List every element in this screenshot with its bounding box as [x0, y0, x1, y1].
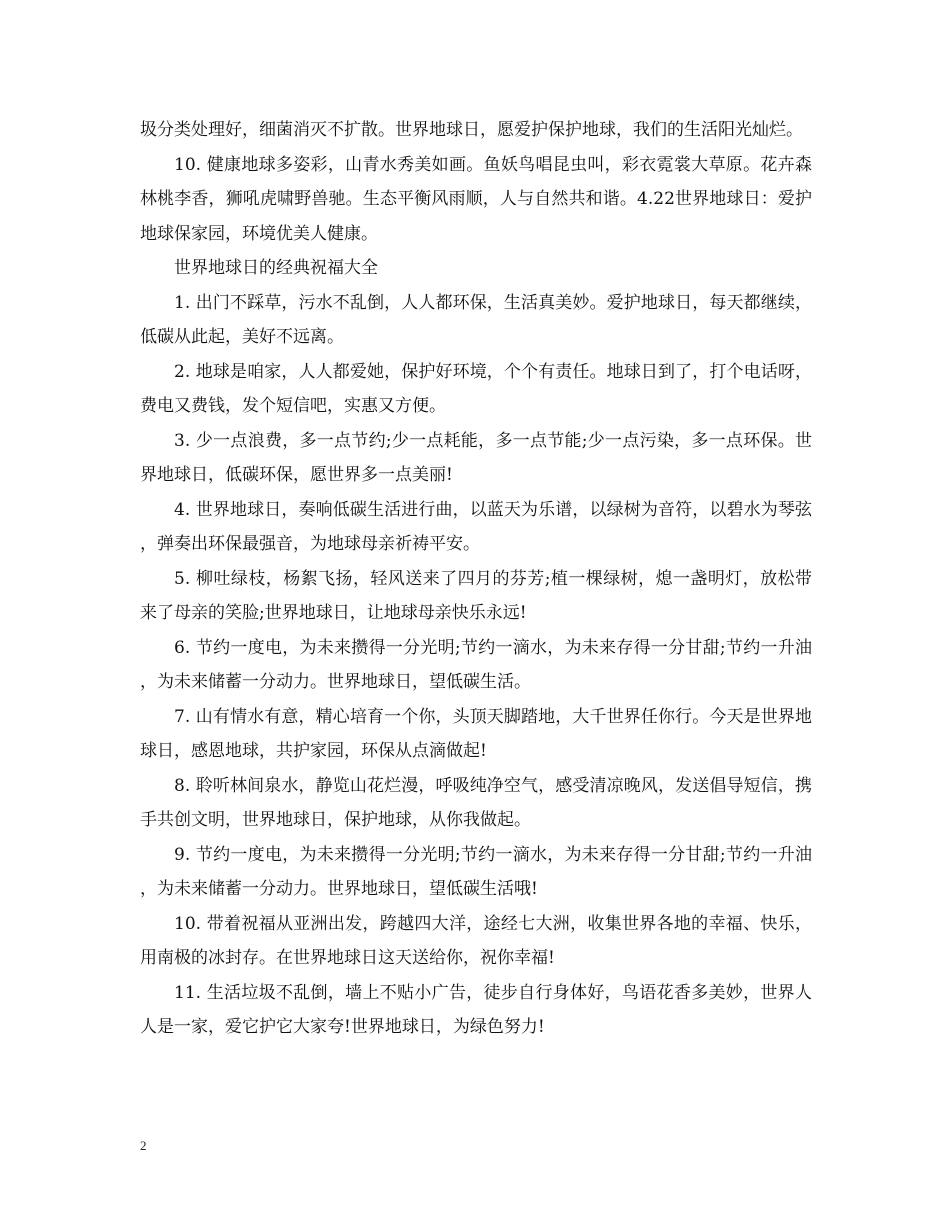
paragraph-item-3: 3. 少一点浪费，多一点节约;少一点耗能，多一点节能;少一点污染，多一点环保。世界地球日，低碳环保，愿世界多一点美丽!: [140, 430, 812, 485]
paragraph-item-5: 5. 柳吐绿枝，杨絮飞扬，轻风送来了四月的芬芳;植一棵绿树，熄一盏明灯，放松带来了母亲的笑脸;世界地球日，让地球母亲快乐永远!: [140, 568, 812, 623]
paragraph-item-8: 8. 聆听林间泉水，静览山花烂漫，呼吸纯净空气，感受清凉晚风，发送倡导短信，携手共创文明，世界地球日，保护地球，从你我做起。: [140, 775, 812, 830]
paragraph-item-2: 2. 地球是咱家，人人都爱她，保护好环境，个个有责任。地球日到了，打个电话呀，费电又费钱，发个短信吧，实惠又方便。: [140, 361, 812, 416]
paragraph-item-6: 6. 节约一度电，为未来攒得一分光明;节约一滴水，为未来存得一分甘甜;节约一升油，为未来储蓄一分动力。世界地球日，望低碳生活。: [140, 637, 812, 692]
paragraph-item-11: 11. 生活垃圾不乱倒，墙上不贴小广告，徒步自行身体好，鸟语花香多美妙，世界人人是一家，爱它护它大家夸!世界地球日，为绿色努力!: [140, 982, 812, 1037]
paragraph-item-4: 4. 世界地球日，奏响低碳生活进行曲，以蓝天为乐谱，以绿树为音符，以碧水为琴弦，弹奏出环保最强音，为地球母亲祈祷平安。: [140, 499, 812, 554]
section-heading: 世界地球日的经典祝福大全: [174, 258, 378, 278]
paragraph-continuation: 圾分类处理好，细菌消灭不扩散。世界地球日，愿爱护保护地球，我们的生活阳光灿烂。: [140, 120, 803, 140]
paragraph-item-1: 1. 出门不踩草，污水不乱倒，人人都环保，生活真美妙。爱护地球日，每天都继续，低碳从此起，美好不远离。: [140, 292, 812, 347]
paragraph-item-10b: 10. 带着祝福从亚洲出发，跨越四大洋，途经七大洲，收集世界各地的幸福、快乐，用南极的冰封存。在世界地球日这天送给你，祝你幸福!: [140, 913, 812, 968]
paragraph-item-9: 9. 节约一度电，为未来攒得一分光明;节约一滴水，为未来存得一分甘甜;节约一升油，为未来储蓄一分动力。世界地球日，望低碳生活哦!: [140, 844, 812, 899]
document-body: [140, 113, 812, 1045]
paragraph-item-10: 10. 健康地球多姿彩，山青水秀美如画。鱼妖鸟唱昆虫叫，彩衣霓裳大草原。花卉森林桃李香，狮吼虎啸野兽驰。生态平衡风雨顺，人与自然共和谐。4.22世界地球日：爱护地球保家园，环境优美人健康。: [140, 154, 812, 244]
paragraph-item-7: 7. 山有情水有意，精心培育一个你，头顶天脚踏地，大千世界任你行。今天是世界地球日，感恩地球，共护家园，环保从点滴做起!: [140, 706, 812, 761]
page-number: 2: [140, 1138, 147, 1153]
